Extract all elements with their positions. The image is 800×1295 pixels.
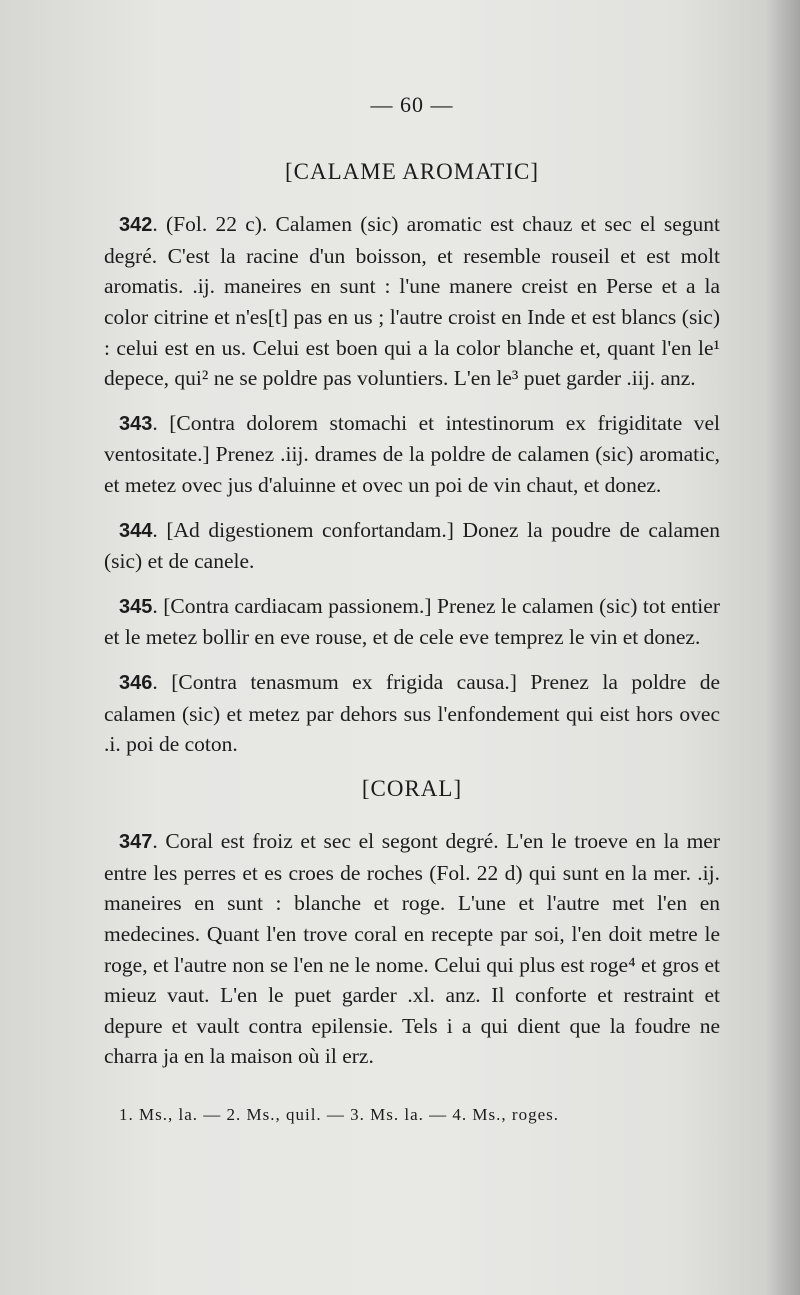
page-content	[104, 90, 720, 1131]
entry-342	[104, 209, 720, 394]
footnotes: 1. Ms., la. — 2. Ms., quil. — 3. Ms. la. — 4. Ms., roges.	[119, 1105, 559, 1125]
entry-346	[104, 667, 720, 760]
entry-number: 344	[119, 519, 153, 542]
entry-number: 345	[119, 595, 153, 618]
entry-text: . (Fol. 22 c). Calamen (sic) aromatic est chauz et sec el segunt degré. C'est la racine d'un boisson, et resemble rouseil et est molt aromatis. .ij. maneires en sunt : l'une manere creist en Perse et a la color citrine et n'es[t] pas en us ; l'autre croist en Inde et est blancs (sic) : celui est en us. Celui est boen qui a la color blanche et, quant l'en le¹ depece, qui² ne se poldre pas voluntiers. L'en le³ puet garder .iij. anz.	[104, 212, 720, 391]
entry-345	[104, 591, 720, 653]
entry-344	[104, 515, 720, 577]
entry-number: 347	[119, 831, 153, 854]
section-heading-calame: [CALAME AROMATIC]	[284, 158, 540, 184]
page-spine-shadow	[766, 0, 800, 1295]
entry-number: 343	[119, 412, 153, 435]
entry-text: . [Ad digestionem confortandam.] Donez la poudre de calamen (sic) et de canele.	[104, 517, 720, 574]
entry-343	[104, 408, 720, 501]
entry-text: . [Contra tenasmum ex frigida causa.] Prenez la poldre de calamen (sic) et metez par dehors sus l'enfondement qui eist hors ovec .i. poi de coton.	[104, 669, 720, 757]
entry-text: . [Contra cardiacam passionem.] Prenez le calamen (sic) tot entier et le metez bollir en eve rouse, et de cele eve temprez le vin et donez.	[104, 593, 720, 650]
entry-text: . [Contra dolorem stomachi et intestinorum ex frigiditate vel ventositate.] Prenez .iij. drames de la poldre de calamen (sic) aromatic, et metez ovec jus d'aluinne et ovec un poi de vin chaut, et donez.	[104, 410, 720, 497]
section-heading-coral: [CORAL]	[361, 775, 463, 801]
entry-347	[104, 826, 720, 1072]
entry-number: 346	[119, 671, 153, 694]
entry-text: . Coral est froiz et sec el segont degré. L'en le troeve en la mer entre les perres et es croes de roches (Fol. 22 d) qui sunt en la mer. .ij. maneires en sunt : blanche et roge. L'une et l'autre met l'en en medecines. Quant l'en trove coral en recepte par soi, l'en doit metre le roge, et l'autre non se l'en ne le nome. Celui qui plus est roge⁴ et gros et mieuz vaut. L'en le puet garder .xl. anz. Il conforte et restraint et depure et vault contra epilensie. Tels i a qui dient que la foudre ne charra ja en la maison où il erz.	[104, 829, 720, 1069]
entry-number: 342	[119, 214, 153, 237]
page-number: — 60 —	[370, 92, 454, 117]
